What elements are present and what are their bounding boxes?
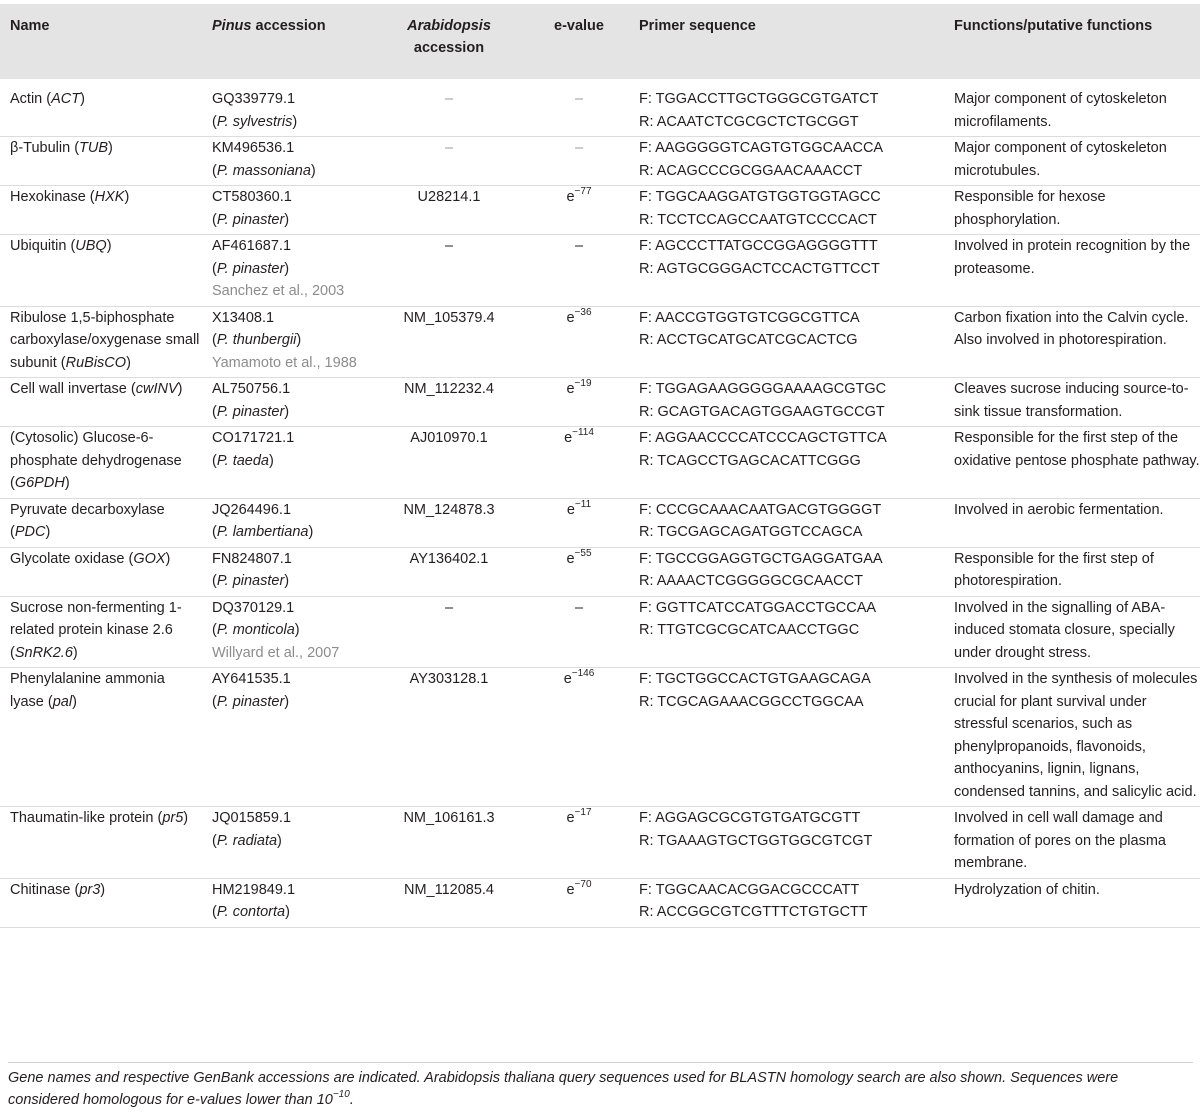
- arabidopsis-accession-cell: –: [444, 91, 454, 107]
- arabidopsis-accession-cell: –: [444, 140, 454, 156]
- accession-number: HM219849.1: [212, 881, 296, 898]
- table-row: [0, 306, 1200, 378]
- species-name: (P. taeda): [212, 452, 274, 469]
- pinus-accession-cell: [202, 878, 369, 927]
- arabidopsis-accession-cell: AY136402.1: [409, 550, 489, 567]
- e-value-cell: –: [574, 91, 584, 107]
- header-primer-sequence: Primer sequence: [639, 18, 756, 34]
- reverse-primer: R: ACAGCCCGCGGAACAAACCT: [639, 162, 863, 179]
- primer-sequence-cell: [629, 807, 944, 879]
- primer-sequence-cell: [629, 596, 944, 668]
- e-value-cell: $e^{-114}$: [564, 427, 594, 446]
- reverse-primer: R: TCCTCCAGCCAATGTCCCCACT: [639, 211, 877, 228]
- species-name: (P. contorta): [212, 904, 290, 920]
- reference-link[interactable]: Yamamoto et al., 1988: [212, 354, 357, 371]
- table-row: [0, 235, 1200, 307]
- gene-name-cell: Thaumatin-like protein (pr5): [10, 810, 189, 826]
- function-cell: Responsible for hexose phosphorylation.: [954, 189, 1106, 228]
- function-cell: Carbon fixation into the Calvin cycle. Also involved in photorespiration.: [954, 309, 1189, 348]
- pinus-accession-cell: [202, 186, 369, 235]
- accession-number: AF461687.1: [212, 238, 292, 254]
- species-name: (P. massoniana): [212, 162, 316, 179]
- function-cell: Cleaves sucrose inducing source-to-sink tissue transformation.: [954, 381, 1189, 420]
- e-value-cell: –: [574, 599, 584, 616]
- e-value-cell: $e^{-11}$: [566, 498, 592, 518]
- pinus-accession-cell: [202, 807, 369, 879]
- reverse-primer: R: AAAACTCGGGGGCGCAACCT: [639, 573, 863, 589]
- e-value-cell: $e^{-19}$: [566, 378, 592, 397]
- accession-number: KM496536.1: [212, 140, 295, 156]
- function-cell: Involved in protein recognition by the proteasome.: [954, 238, 1191, 277]
- table-row: [0, 378, 1200, 427]
- pinus-accession-cell: [202, 235, 369, 307]
- forward-primer: F: TGCTGGCCACTGTGAAGCAGA: [639, 671, 871, 687]
- e-value-cell: $e^{-17}$: [566, 807, 592, 826]
- pinus-accession-cell: [202, 427, 369, 499]
- gene-name-cell: Sucrose non-fermenting 1-related protein kinase 2.6 (SnRK2.6): [10, 599, 182, 661]
- e-value-cell: $e^{-77}$: [566, 186, 592, 205]
- primer-sequence-cell: [629, 137, 944, 186]
- table-row: [0, 878, 1200, 927]
- function-cell: Major component of cytoskeleton microtubules.: [954, 140, 1167, 179]
- table-row: [0, 807, 1200, 879]
- table-body: [0, 79, 1200, 927]
- gene-name-cell: Actin (ACT): [10, 91, 85, 107]
- accession-number: JQ264496.1: [212, 501, 292, 518]
- reverse-primer: R: ACCGGCGTCGTTTCTGTGCTT: [639, 904, 868, 920]
- table-header-row: [0, 4, 1200, 79]
- forward-primer: F: AGCCCTTATGCCGGAGGGGTTT: [639, 238, 878, 254]
- pinus-accession-cell: [202, 668, 369, 807]
- table-row: [0, 427, 1200, 499]
- primer-table: [0, 4, 1200, 928]
- gene-name-cell: Glycolate oxidase (GOX): [10, 550, 171, 567]
- reverse-primer: R: TGCGAGCAGATGGTCCAGCA: [639, 524, 863, 540]
- gene-name-cell: Chitinase (pr3): [10, 881, 106, 898]
- arabidopsis-accession-cell: NM_112232.4: [403, 381, 495, 397]
- e-value-cell: $e^{-146}$: [563, 668, 595, 687]
- forward-primer: F: AAGGGGGTCAGTGTGGCAACCA: [639, 140, 884, 156]
- function-cell: Involved in the synthesis of molecules crucial for plant survival under stressful scenarios, such as phenylpropanoids, flavonoids, anthocyanins, lignin, lignans, condensed tannins, and salicylic acid.: [954, 671, 1198, 800]
- e-value-cell: $e^{-36}$: [566, 306, 592, 326]
- header-name: Name: [10, 18, 50, 34]
- accession-number: CT580360.1: [212, 189, 292, 205]
- reverse-primer: R: TTGTCGCGCATCAACCTGGC: [639, 622, 860, 638]
- table-row: [0, 79, 1200, 137]
- forward-primer: F: TGGCAAGGATGTGGTGGTAGCC: [639, 189, 881, 205]
- reverse-primer: R: TGAAAGTGCTGGTGGCGTCGT: [639, 832, 873, 849]
- accession-number: JQ015859.1: [212, 810, 292, 826]
- function-cell: Involved in the signalling of ABA-induced stomata closure, specially under drought stress.: [954, 599, 1175, 661]
- species-name: (P. pinaster): [212, 260, 290, 277]
- arabidopsis-accession-cell: AJ010970.1: [410, 430, 488, 446]
- species-name: (P. pinaster): [212, 573, 290, 589]
- gene-name-cell: Cell wall invertase (cwINV): [10, 381, 183, 397]
- arabidopsis-accession-cell: AY303128.1: [409, 671, 489, 687]
- gene-name-cell: Ubiquitin (UBQ): [10, 238, 112, 254]
- primer-sequence-cell: [629, 878, 944, 927]
- primer-sequence-cell: [629, 378, 944, 427]
- forward-primer: F: TGGAGAAGGGGGAAAAGCGTGC: [639, 381, 887, 397]
- forward-primer: F: AACCGTGGTGTCGGCGTTCA: [639, 309, 860, 326]
- arabidopsis-accession-cell: U28214.1: [417, 189, 481, 205]
- species-name: (P. thunbergii): [212, 332, 302, 348]
- species-name: (P. pinaster): [212, 211, 290, 228]
- function-cell: Major component of cytoskeleton microfilaments.: [954, 91, 1167, 130]
- function-cell: Hydrolyzation of chitin.: [954, 881, 1100, 898]
- table-row: [0, 137, 1200, 186]
- accession-number: AY641535.1: [212, 671, 291, 687]
- table-row: [0, 498, 1200, 547]
- function-cell: Responsible for the first step of photorespiration.: [954, 550, 1154, 589]
- function-cell: Involved in cell wall damage and formation of pores on the plasma membrane.: [954, 810, 1166, 871]
- function-cell: Responsible for the first step of the oxidative pentose phosphate pathway.: [954, 430, 1200, 469]
- pinus-accession-cell: [202, 137, 369, 186]
- forward-primer: F: TGGACCTTGCTGGGCGTGATCT: [639, 91, 879, 107]
- accession-number: CO171721.1: [212, 430, 295, 446]
- header-pinus-accession: Pinus accession: [212, 18, 326, 34]
- e-value-cell: –: [574, 140, 584, 156]
- accession-number: DQ370129.1: [212, 599, 295, 616]
- table-row: [0, 596, 1200, 668]
- header-e-value: e-value: [554, 18, 604, 34]
- forward-primer: F: GGTTCATCCATGGACCTGCCAA: [639, 599, 877, 616]
- primer-sequence-cell: [629, 668, 944, 807]
- forward-primer: F: CCCGCAAACAATGACGTGGGGT: [639, 501, 882, 518]
- reference-link[interactable]: Sanchez et al., 2003: [212, 283, 345, 299]
- reverse-primer: R: TCGCAGAAACGGCCTGGCAA: [639, 693, 864, 710]
- accession-number: X13408.1: [212, 309, 275, 326]
- e-value-cell: $e^{-70}$: [566, 878, 592, 898]
- reference-link[interactable]: Willyard et al., 2007: [212, 644, 340, 661]
- reverse-primer: R: TCAGCCTGAGCACATTCGGG: [639, 452, 861, 469]
- gene-name-cell: Pyruvate decarboxylase (PDC): [10, 501, 165, 540]
- pinus-accession-cell: [202, 596, 369, 668]
- primer-sequence-cell: [629, 547, 944, 596]
- table-row: [0, 547, 1200, 596]
- forward-primer: F: TGCCGGAGGTGCTGAGGATGAA: [639, 550, 883, 567]
- primer-sequence-cell: [629, 235, 944, 307]
- pinus-accession-cell: [202, 378, 369, 427]
- pinus-accession-cell: [202, 547, 369, 596]
- reverse-primer: R: ACCTGCATGCATCGCACTCG: [639, 332, 858, 348]
- e-value-cell: –: [574, 238, 584, 254]
- reverse-primer: R: ACAATCTCGCGCTCTGCGGT: [639, 113, 859, 130]
- function-cell: Involved in aerobic fermentation.: [954, 501, 1164, 518]
- table-row: [0, 186, 1200, 235]
- gene-name-cell: (Cytosolic) Glucose-6-phosphate dehydrogenase (G6PDH): [10, 430, 182, 491]
- pinus-accession-cell: [202, 498, 369, 547]
- e-value-cell: $e^{-55}$: [566, 547, 592, 567]
- primer-sequence-cell: [629, 498, 944, 547]
- arabidopsis-accession-cell: NM_112085.4: [403, 881, 495, 898]
- arabidopsis-accession-cell: –: [444, 238, 454, 254]
- header-arabidopsis-accession: Arabidopsis accession: [407, 18, 491, 56]
- gene-name-cell: Hexokinase (HXK): [10, 189, 130, 205]
- reverse-primer: R: GCAGTGACAGTGGAAGTGCCGT: [639, 403, 885, 420]
- header-functions: Functions/putative functions: [954, 18, 1153, 34]
- pinus-accession-cell: [202, 79, 369, 137]
- arabidopsis-accession-cell: NM_124878.3: [403, 501, 495, 518]
- arabidopsis-accession-cell: NM_105379.4: [403, 309, 495, 326]
- gene-name-cell: Phenylalanine ammonia lyase (pal): [10, 671, 165, 710]
- gene-name-cell: β-Tubulin (TUB): [10, 140, 113, 156]
- arabidopsis-accession-cell: –: [444, 599, 454, 616]
- accession-number: GQ339779.1: [212, 91, 296, 107]
- table-row: [0, 668, 1200, 807]
- species-name: (P. pinaster): [212, 403, 290, 420]
- arabidopsis-accession-cell: NM_106161.3: [403, 810, 495, 826]
- species-name: (P. sylvestris): [212, 113, 298, 130]
- primer-sequence-cell: [629, 186, 944, 235]
- forward-primer: F: AGGAACCCCATCCCAGCTGTTCA: [639, 430, 887, 446]
- accession-number: AL750756.1: [212, 381, 291, 397]
- forward-primer: F: TGGCAACACGGACGCCCATT: [639, 881, 860, 898]
- species-name: (P. monticola): [212, 622, 300, 638]
- gene-name-cell: Ribulose 1,5-biphosphate carboxylase/oxygenase small subunit (RuBisCO): [10, 309, 200, 371]
- species-name: (P. pinaster): [212, 693, 290, 710]
- reverse-primer: R: AGTGCGGGACTCCACTGTTCCT: [639, 260, 880, 277]
- table-footnote: Gene names and respective GenBank accessions are indicated. Arabidopsis thaliana query sequences used for BLASTN homology search are also shown. Sequences were considered homologous for e-values lower than $10^{-10}$.: [8, 1062, 1193, 1111]
- primer-sequence-cell: [629, 427, 944, 499]
- forward-primer: F: AGGAGCGCGTGTGATGCGTT: [639, 810, 861, 826]
- pinus-accession-cell: [202, 306, 369, 378]
- accession-number: FN824807.1: [212, 550, 292, 567]
- species-name: (P. lambertiana): [212, 524, 314, 540]
- primer-sequence-cell: [629, 79, 944, 137]
- species-name: (P. radiata): [212, 832, 282, 849]
- primer-sequence-cell: [629, 306, 944, 378]
